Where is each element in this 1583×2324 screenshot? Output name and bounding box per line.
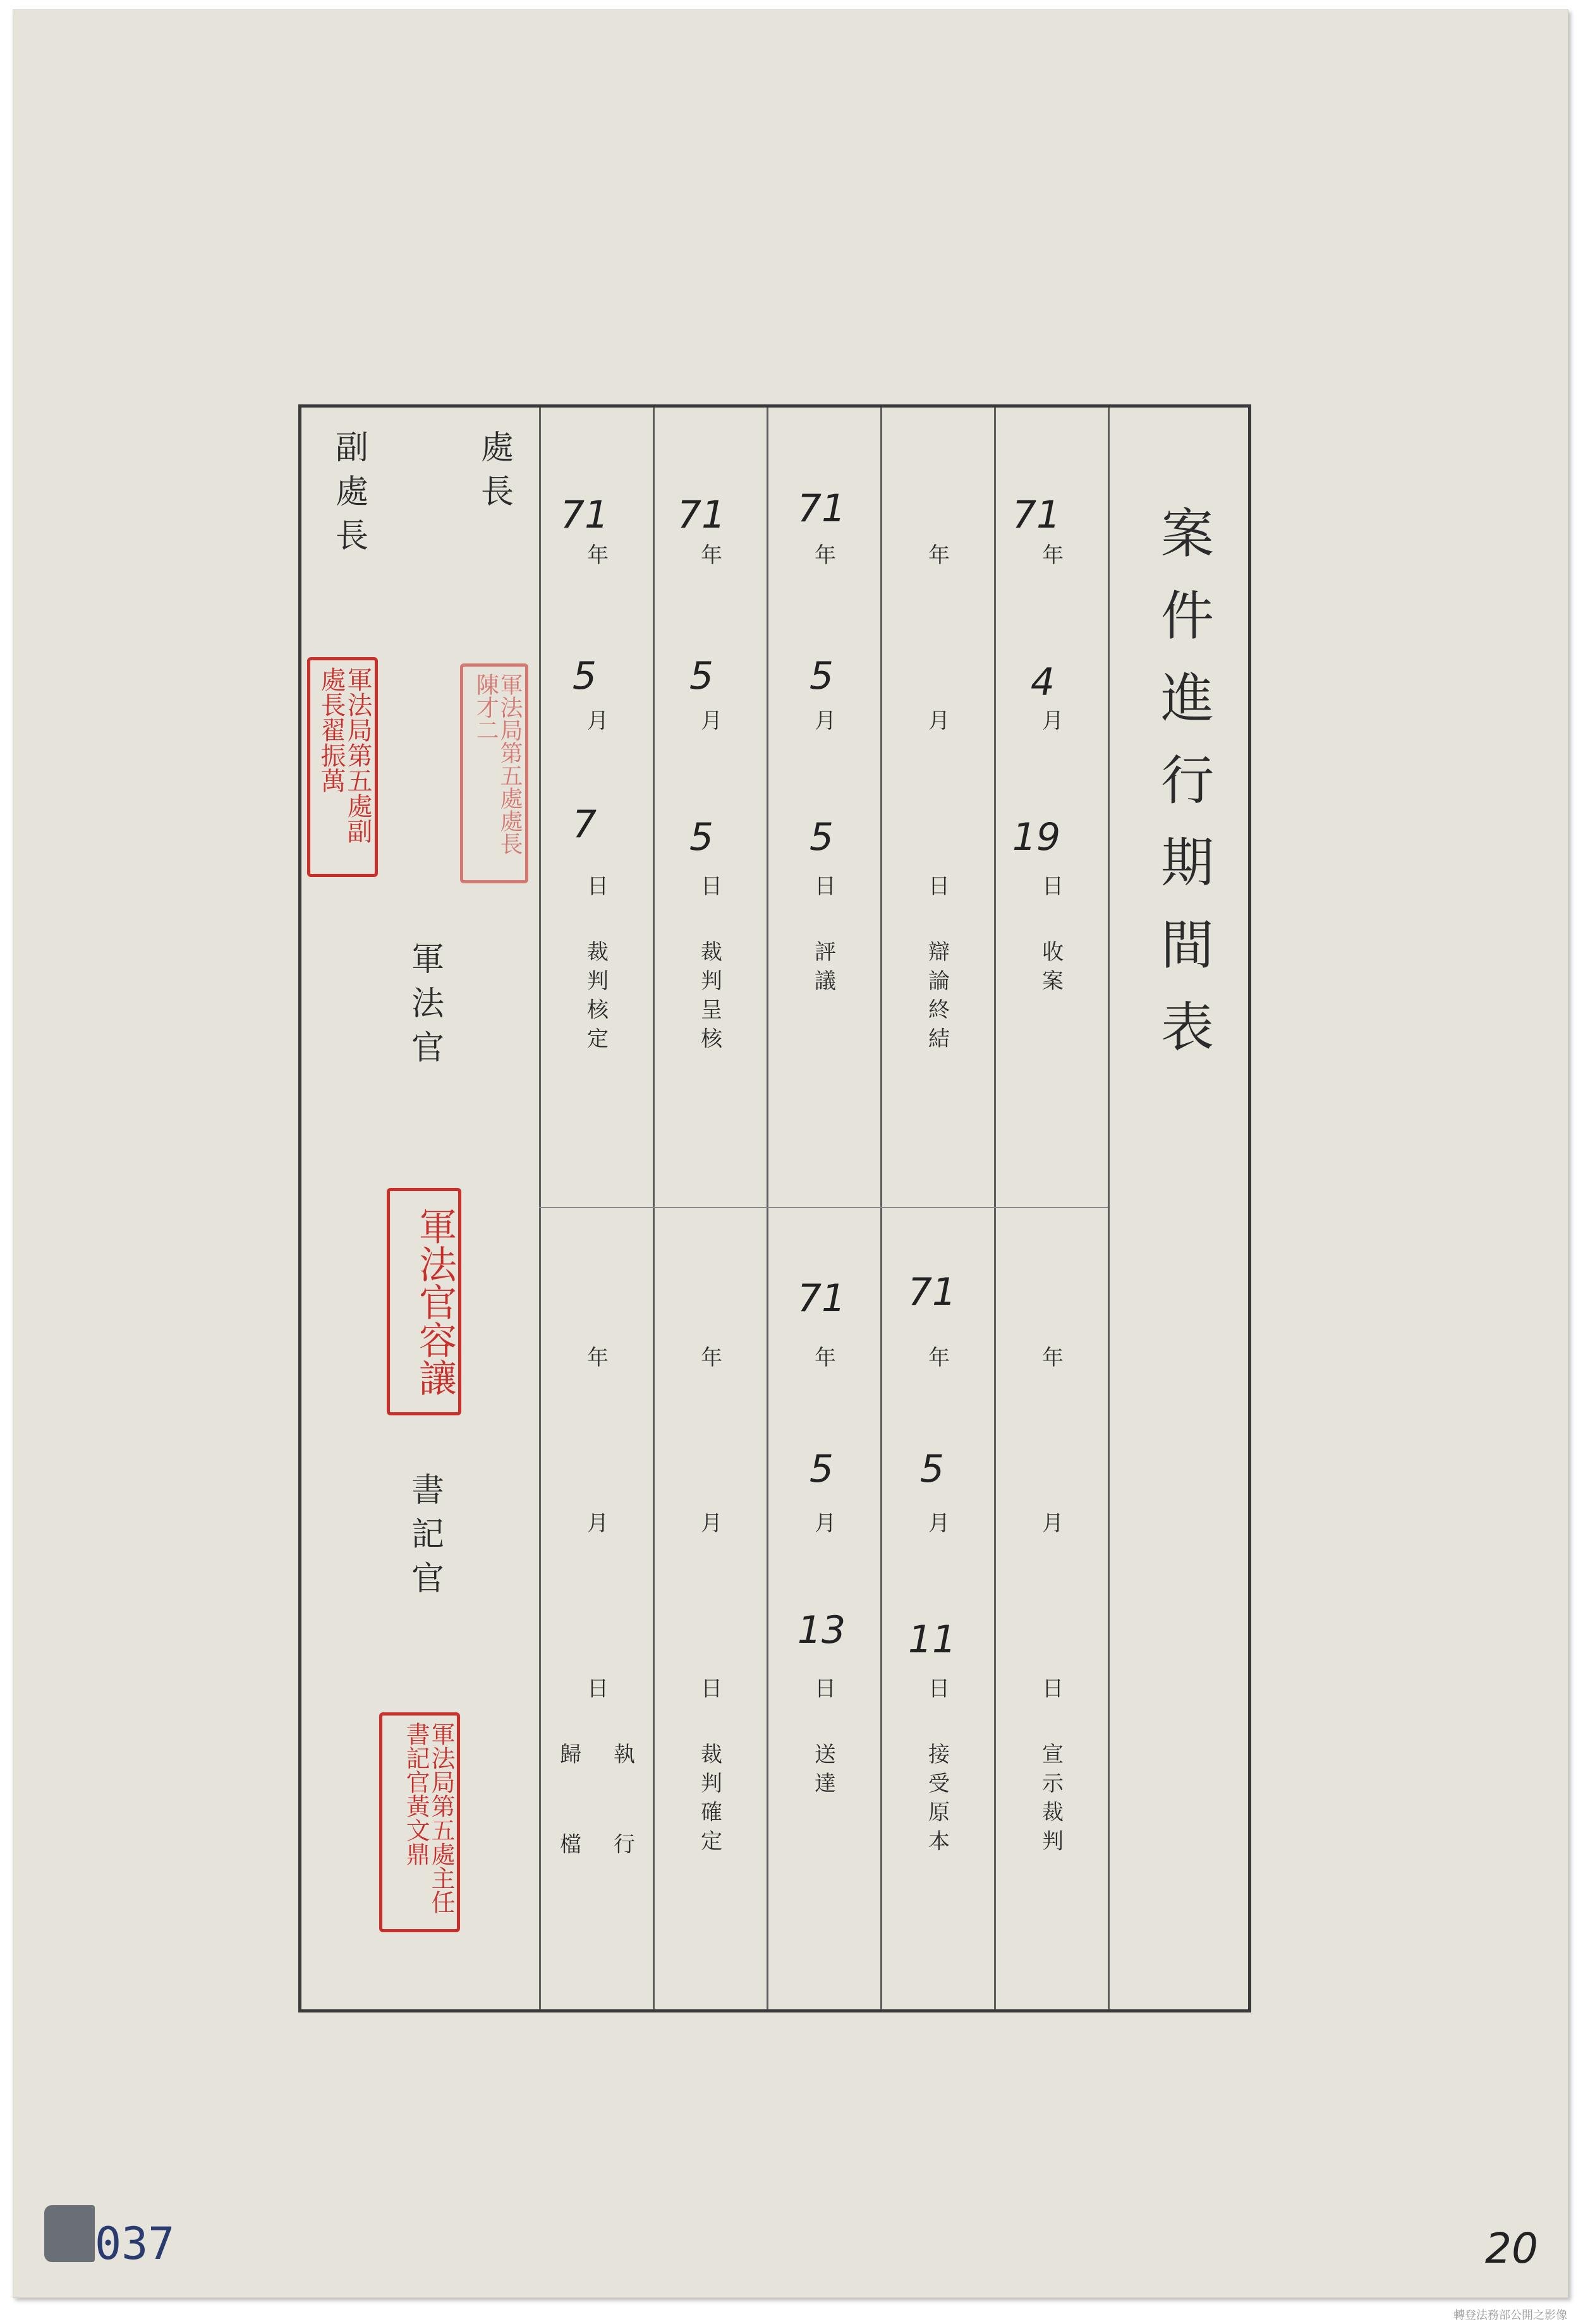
year-label: 年 (583, 543, 609, 572)
column-divider (994, 408, 996, 2009)
handwritten-year: 71 (1012, 493, 1061, 537)
archive-book-icon (44, 2205, 95, 2262)
column-divider (767, 408, 768, 2009)
event-label: 裁判呈核 (696, 940, 722, 1056)
month-label: 月 (810, 709, 836, 738)
year-label: 年 (924, 543, 950, 572)
month-label: 月 (810, 1511, 836, 1540)
handwritten-year: 71 (797, 1276, 846, 1321)
year-label: 年 (810, 543, 836, 572)
row-divider (539, 1207, 1108, 1208)
handwritten-month: 5 (919, 1447, 945, 1491)
event-label: 裁判確定 (696, 1743, 722, 1859)
year-label: 年 (583, 1346, 609, 1375)
event-label: 送達 (810, 1743, 836, 1801)
event-label-archive: 歸檔 (555, 1743, 581, 1923)
handwritten-year: 71 (677, 493, 726, 537)
event-label: 評議 (810, 940, 836, 998)
year-label: 年 (924, 1346, 950, 1375)
handwritten-day: 7 (572, 802, 597, 847)
month-label: 月 (583, 1511, 609, 1540)
month-label: 月 (924, 709, 950, 738)
month-label: 月 (583, 709, 609, 738)
chief-label: 處長 (475, 430, 513, 519)
column-divider (880, 408, 882, 2009)
day-label: 日 (1038, 875, 1064, 904)
month-label: 月 (1038, 709, 1064, 738)
handwritten-month: 5 (572, 654, 597, 698)
event-label: 辯論終結 (924, 940, 950, 1056)
corner-number: 20 (1485, 2224, 1538, 2273)
year-label: 年 (696, 543, 722, 572)
event-label-execute: 執行 (609, 1743, 635, 1923)
event-label: 接受原本 (924, 1743, 950, 1859)
day-label: 日 (583, 875, 609, 904)
column-divider (653, 408, 655, 2009)
handwritten-day: 13 (797, 1608, 846, 1652)
day-label: 日 (924, 1677, 950, 1706)
day-label: 日 (696, 1677, 722, 1706)
event-label: 收案 (1038, 940, 1064, 998)
handwritten-year: 71 (797, 487, 846, 531)
deputy-chief-label: 副處長 (329, 430, 368, 563)
chief-seal: 軍法局第五處處長陳才二 (460, 663, 528, 883)
handwritten-month: 5 (809, 1447, 834, 1491)
page-number: 037 (95, 2218, 175, 2270)
handwritten-day: 5 (809, 815, 834, 859)
clerk-seal: 軍法局第五處主任書記官黃文鼎 (379, 1712, 460, 1932)
day-label: 日 (924, 875, 950, 904)
column-divider (1108, 408, 1110, 2009)
handwritten-day: 11 (907, 1618, 957, 1662)
judge-seal: 軍法官容讓 (387, 1188, 461, 1415)
column-divider (539, 408, 541, 2009)
month-label: 月 (696, 709, 722, 738)
month-label: 月 (924, 1511, 950, 1540)
event-label: 裁判核定 (583, 940, 609, 1056)
handwritten-year: 71 (907, 1270, 957, 1314)
day-label: 日 (1038, 1677, 1064, 1706)
deputy-chief-seal: 軍法局第五處副處長翟振萬 (307, 657, 378, 877)
handwritten-day: 19 (1012, 815, 1061, 859)
watermark: 轉登法務部公開之影像 (1453, 2309, 1567, 2322)
year-label: 年 (1038, 1346, 1064, 1375)
handwritten-month: 5 (809, 654, 834, 698)
month-label: 月 (1038, 1511, 1064, 1540)
day-label: 日 (810, 1677, 836, 1706)
event-label: 宣示裁判 (1038, 1743, 1064, 1859)
month-label: 月 (696, 1511, 722, 1540)
handwritten-year: 71 (560, 493, 609, 537)
handwritten-month: 5 (689, 654, 714, 698)
page-title: 案件進行期間表 (1152, 505, 1215, 1082)
day-label: 日 (583, 1677, 609, 1706)
year-label: 年 (696, 1346, 722, 1375)
day-label: 日 (810, 875, 836, 904)
clerk-label: 書記官 (405, 1472, 444, 1606)
judge-label: 軍法官 (405, 941, 444, 1075)
handwritten-day: 5 (689, 815, 714, 859)
day-label: 日 (696, 875, 722, 904)
handwritten-month: 4 (1030, 660, 1055, 705)
year-label: 年 (810, 1346, 836, 1375)
year-label: 年 (1038, 543, 1064, 572)
